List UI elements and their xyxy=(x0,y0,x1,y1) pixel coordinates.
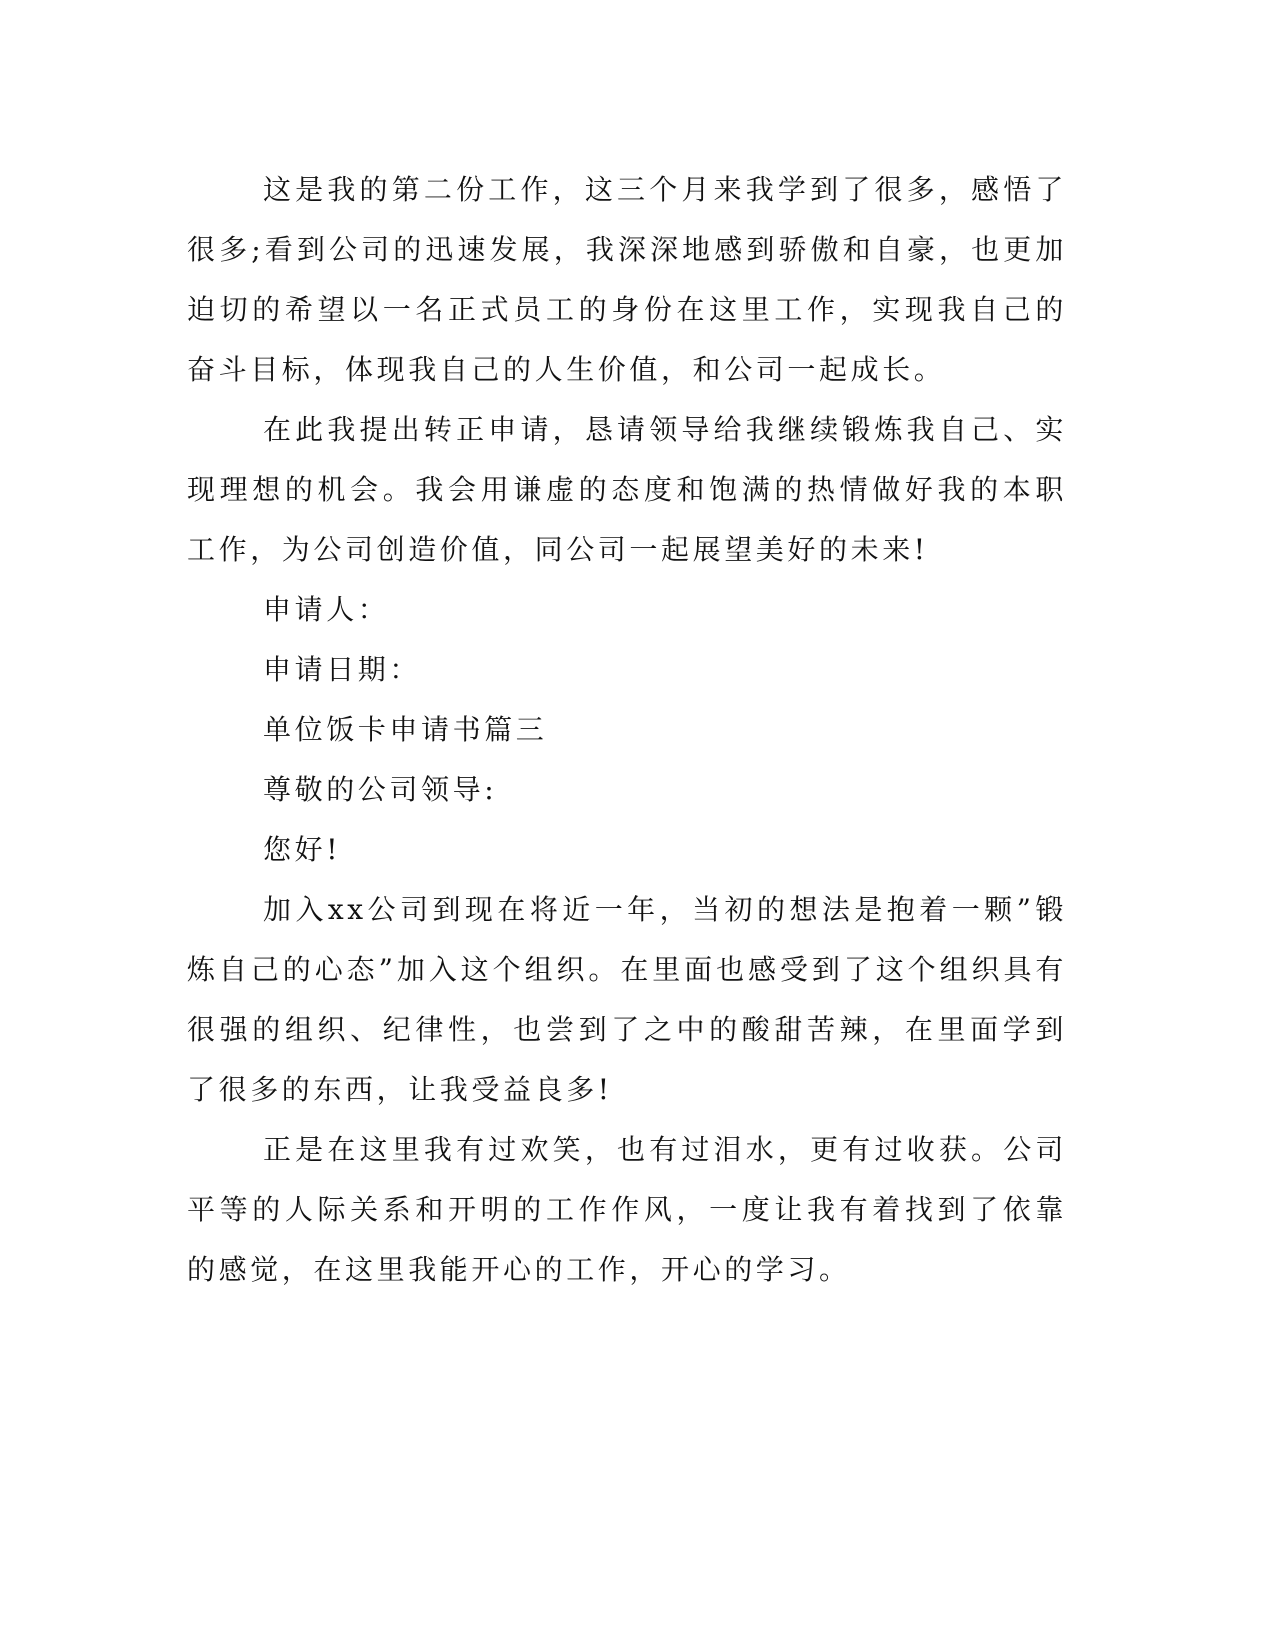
application-date-label: 申请日期： xyxy=(263,653,422,686)
greeting: 您好! xyxy=(263,833,342,866)
paragraph-intro: 这是我的第二份工作，这三个月来我学到了很多，感悟了很多;看到公司的迅速发展，我深深地感到骄傲和自豪，也更加迫切的希望以一名正式员工的身份在这里工作，实现我自己的奋斗目标，体现我自己的人生价值，和公司一起成长。 xyxy=(187,173,1067,386)
applicant-label: 申请人： xyxy=(263,593,390,626)
paragraph-experience: 正是在这里我有过欢笑，也有过泪水，更有过收获。公司平等的人际关系和开明的工作作风，一度让我有着找到了依靠的感觉，在这里我能开心的工作，开心的学习。 xyxy=(187,1133,1067,1286)
salutation: 尊敬的公司领导: xyxy=(263,773,498,806)
section-title: 单位饭卡申请书篇三 xyxy=(263,713,548,746)
paragraph-request: 在此我提出转正申请，恳请领导给我继续锻炼我自己、实现理想的机会。我会用谦虚的态度和饱满的热情做好我的本职工作，为公司创造价值，同公司一起展望美好的未来! xyxy=(187,413,1067,566)
paragraph-joining: 加入xx公司到现在将近一年，当初的想法是抱着一颗”锻炼自己的心态”加入这个组织。在里面也感受到了这个组织具有很强的组织、纪律性，也尝到了之中的酸甜苦辣，在里面学到了很多的东西，让我受益良多! xyxy=(187,893,1067,1106)
document-body xyxy=(187,160,1067,1300)
